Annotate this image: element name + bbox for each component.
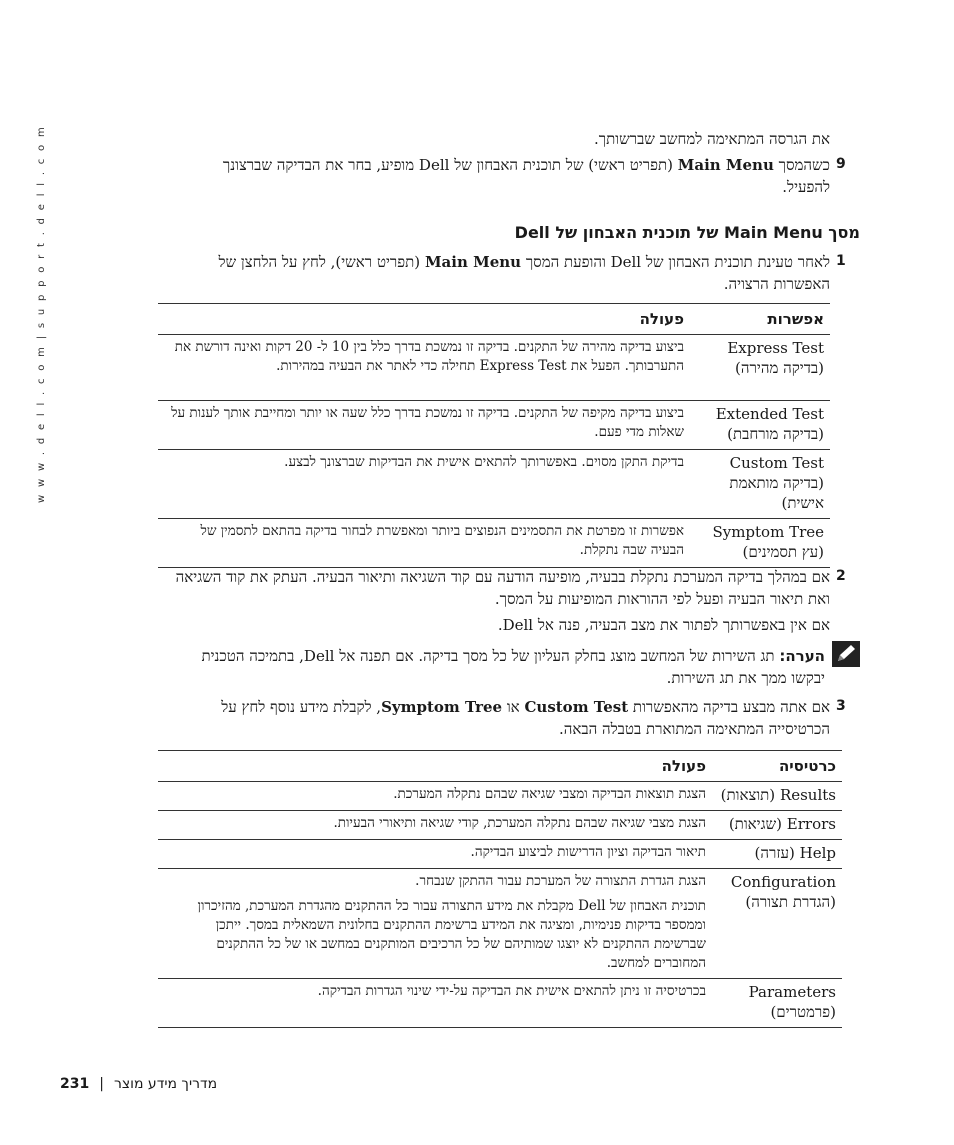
tab-configuration: Configuration (הגדרת תצורה) bbox=[712, 869, 842, 979]
tab-errors-action: הצגת מצבי שגיאה שבהם נתקלה המערכת, קודי שגיאה ותיאורי הבעיות. bbox=[158, 811, 712, 840]
table-row bbox=[158, 979, 842, 1028]
page-number: 231 bbox=[60, 1076, 90, 1092]
note-pencil-icon bbox=[832, 641, 860, 667]
step-1-text: לאחר טעינת תוכנית האבחון של Dell והופעת המסך Main Menu (תפריט ראשי), לחץ על הלחצן של האפשרות הרצויה. bbox=[218, 253, 830, 293]
step-2-text: אם במהלך בדיקה המערכת נתקלת בבעיה, מופיעה הודעה עם קוד השגיאה ותיאור הבעיה. העתק את קוד השגיאה ואת תיאור הבעיה ופעל לפי ההוראות המופיעות על המסך. bbox=[175, 568, 830, 608]
tab-configuration-action-line1: הצגת הגדרת התצורה של המערכת עבור ההתקן שנבחר. bbox=[415, 873, 706, 889]
tabs-table bbox=[158, 750, 842, 1028]
tab-parameters: Parameters (פרמטרים) bbox=[712, 979, 842, 1028]
options-table bbox=[158, 303, 830, 568]
tab-results: Results (תוצאות) bbox=[712, 782, 842, 811]
tab-help: Help (עזרה) bbox=[712, 840, 842, 869]
step-1-number: 1 bbox=[836, 253, 846, 269]
page-footer bbox=[60, 1076, 260, 1092]
option-custom-test-action: בדיקת התקן מסוים. באפשרותך להתאים אישית את הבדיקות שברצונך לבצע. bbox=[158, 450, 690, 519]
footer-title: מדריך מידע מוצר bbox=[113, 1076, 218, 1092]
option-express-test-action: ביצוע בדיקה מהירה של התקנים. בדיקה זו נמשכת בדרך כלל בין 10 ל- 20 דקות ואינה דורשת את התערבותך. הפעל את Express Test תחילה כדי לאתר את הבעיה במהירות. bbox=[158, 335, 690, 401]
side-url: w w w . d e l l . c o m | s u p p o r t . d e l l . c o m bbox=[36, 125, 47, 503]
table-row bbox=[158, 335, 830, 401]
tab-results-action: הצגת תוצאות הבדיקה ומצבי שגיאה שבהם נתקלה המערכת. bbox=[158, 782, 712, 811]
intro-line: את הגרסה המתאימה למחשב שברשותך. bbox=[593, 130, 830, 148]
step-2-followup: אם אין באפשרותך לפתור את מצב הבעיה, פנה אל Dell. bbox=[497, 616, 830, 634]
step-9-text: כשהמסך Main Menu (תפריט ראשי) של תוכנית האבחון של Dell מופיע, בחר את הבדיקה שברצונך להפעיל. bbox=[222, 156, 830, 196]
tabs-header-tab: כרטיסיה bbox=[712, 751, 842, 782]
option-extended-test: Extended Test (בדיקה מורחבת) bbox=[690, 401, 830, 450]
option-express-test: Express Test (בדיקה מהירה) bbox=[690, 335, 830, 401]
table-row bbox=[158, 450, 830, 519]
tab-parameters-action: בכרטיסיה זו ניתן להתאים אישית את הבדיקה על-ידי שינוי הגדרות הבדיקה. bbox=[158, 979, 712, 1028]
table-row bbox=[158, 840, 842, 869]
table-row bbox=[158, 782, 842, 811]
step-3-number: 3 bbox=[836, 698, 846, 714]
option-extended-test-action: ביצוע בדיקה מקיפה של התקנים. בדיקה זו נמשכת בדרך כלל שעה או יותר ומחייבת אותך לענות על שאלות מדי פעם. bbox=[158, 401, 690, 450]
section-title: מסך Main Menu של תוכנית האבחון של Dell bbox=[514, 223, 860, 242]
tab-configuration-action bbox=[158, 869, 712, 979]
note-text: הערה: תג השירות של המחשב מוצג בחלק העליון של כל מסך בדיקה. אם תפנה אל Dell, בתמיכה הטכנית יבקשו ממך את תג השירות. bbox=[201, 647, 825, 687]
footer-separator: | bbox=[99, 1076, 104, 1092]
options-header-option: אפשרות bbox=[690, 304, 830, 335]
step-9-number: 9 bbox=[836, 156, 846, 172]
option-custom-test: Custom Test (בדיקה מותאמת אישית) bbox=[690, 450, 830, 519]
table-row bbox=[158, 811, 842, 840]
step-2-number: 2 bbox=[836, 568, 846, 584]
tab-help-action: תיאור הבדיקה וציון הדרישות לביצוע הבדיקה. bbox=[158, 840, 712, 869]
option-symptom-tree-action: אפשרות זו מפרטת את התסמינים הנפוצים ביותר ומאפשרת לבחור בדיקה בהתאם לתסמין של הבעיה שבה נתקלת. bbox=[158, 519, 690, 568]
step-3-text: אם אתה מבצע בדיקה מהאפשרות Custom Test או Symptom Tree, לקבלת מידע נוסף לחץ על הכרטיסייה המתאימה המתוארת בטבלה הבאה. bbox=[221, 698, 830, 738]
table-row bbox=[158, 519, 830, 568]
option-symptom-tree: Symptom Tree (עץ תסמינים) bbox=[690, 519, 830, 568]
tab-configuration-action-line2: תוכנית האבחון של Dell מקבלת את מידע התצורה עבור כל ההתקנים מהגדרת המערכת, מהזיכרון וממספר בדיקות פנימיות, ומציגה את המידע ברשימת ההתקנים בחלונית השמאלית במסך. ייתכן שברשימת ההתקנים לא יוצגו שמותיהם של כל הרכיבים המותקנים במחשב או של כל ההתקנים המחוברים למחשב. bbox=[197, 898, 706, 971]
tab-errors: Errors (שגיאות) bbox=[712, 811, 842, 840]
tabs-header-action: פעולה bbox=[158, 751, 712, 782]
table-row bbox=[158, 401, 830, 450]
options-header-action: פעולה bbox=[158, 304, 690, 335]
table-row bbox=[158, 869, 842, 979]
